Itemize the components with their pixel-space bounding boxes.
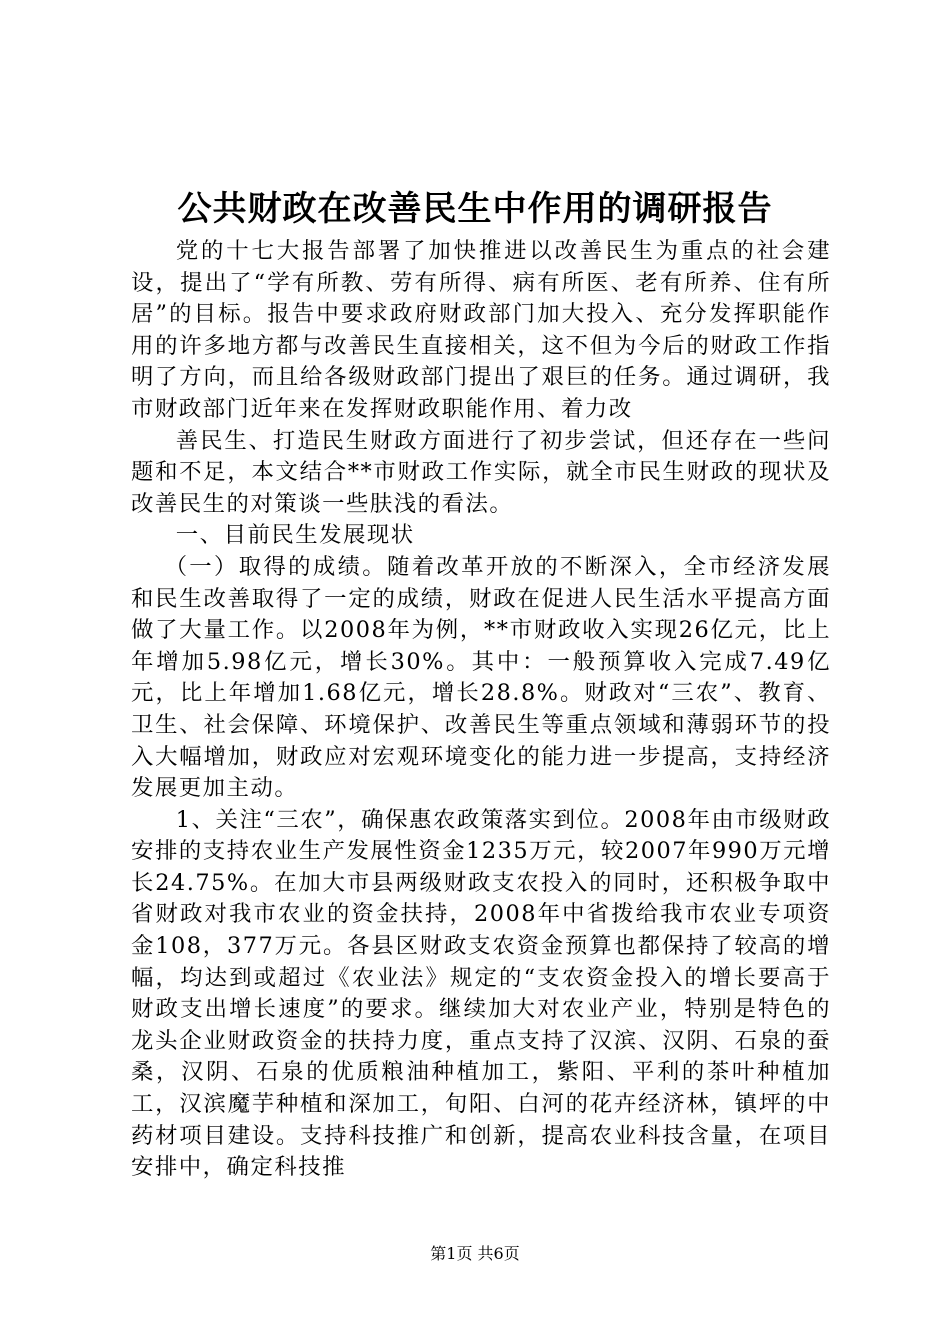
paragraph-achievements: （一）取得的成绩。随着改革开放的不断深入，全市经济发展和民生改善取得了一定的成绩，财政在促进人民生活水平提高方面做了大量工作。以2008年为例，**市财政收入实现26亿元，比上年增加5.98亿元，增长30%。其中：一般预算收入完成7.49亿元，比上年增加1.68亿元，增长28.8%。财政对“三农”、教育、卫生、社会保障、环境保护、改善民生等重点领域和薄弱环节的投入大幅增加，财政应对宏观环境变化的能力进一步提高，支持经济发展更加主动。 bbox=[131, 553, 831, 802]
section-heading: 一、目前民生发展现状 bbox=[175, 522, 415, 549]
page-footer: 第1页 共6页 bbox=[430, 1244, 520, 1263]
document-body bbox=[131, 236, 831, 1184]
document-title: 公共财政在改善民生中作用的调研报告 bbox=[177, 189, 773, 229]
paragraph-continuation: 善民生、打造民生财政方面进行了初步尝试，但还存在一些问题和不足，本文结合**市财政工作实际，就全市民生财政的现状及改善民生的对策谈一些肤浅的看法。 bbox=[131, 427, 831, 517]
paragraph-agriculture: 1、关注“三农”，确保惠农政策落实到位。2008年由市级财政安排的支持农业生产发展性资金1235万元，较2007年990万元增长24.75%。在加大市县两级财政支农投入的同时，还积极争取中省财政对我市农业的资金扶持，2008年中省拨给我市农业专项资金108，377万元。各县区财政支农资金预算也都保持了较高的增幅，均达到或超过《农业法》规定的“支农资金投入的增长要高于财政支出增长速度”的要求。继续加大对农业产业，特别是特色的龙头企业财政资金的扶持力度，重点支持了汉滨、汉阴、石泉的蚕桑，汉阴、石泉的优质粮油种植加工，紫阳、平利的茶叶种植加工，汉滨魔芋种植和深加工，旬阳、白河的花卉经济林，镇坪的中药材项目建设。支持科技推广和创新，提高农业科技含量，在项目安排中，确定科技推 bbox=[131, 806, 831, 1181]
paragraph-intro: 党的十七大报告部署了加快推进以改善民生为重点的社会建设，提出了“学有所教、劳有所得、病有所医、老有所养、住有所居”的目标。报告中要求政府财政部门加大投入、充分发挥职能作用的许多地方都与改善民生直接相关，这不但为今后的财政工作指明了方向，而且给各级财政部门提出了艰巨的任务。通过调研，我市财政部门近年来在发挥财政职能作用、着力改 bbox=[131, 238, 831, 422]
